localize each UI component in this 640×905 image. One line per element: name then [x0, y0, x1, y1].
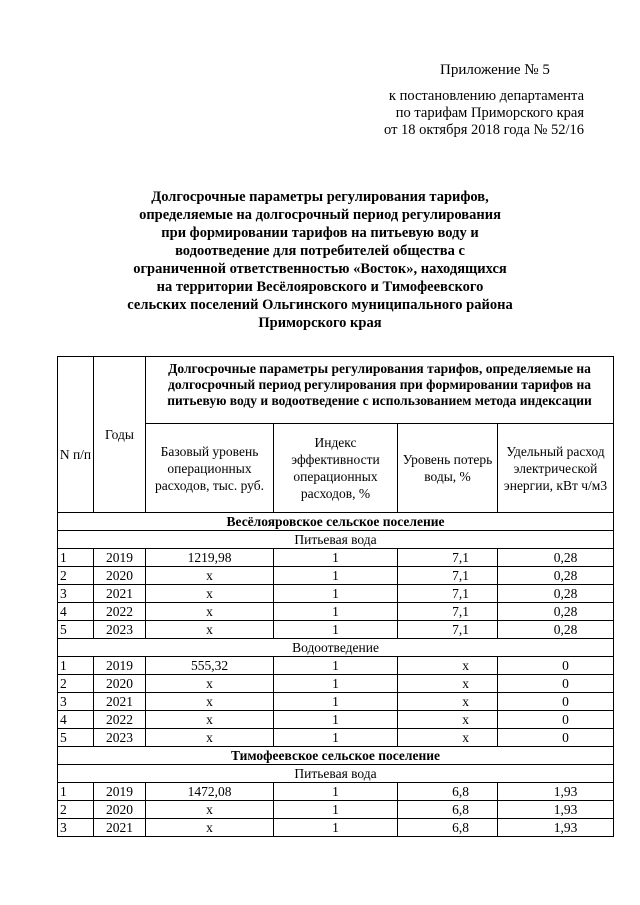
- cell-water-loss: 6,8: [398, 819, 498, 837]
- cell-base-level: х: [146, 603, 274, 621]
- table-body: [58, 513, 614, 837]
- cell-energy-consumption: 0,28: [498, 549, 614, 567]
- cell-water-loss: х: [398, 729, 498, 747]
- column-header-years: Годы: [94, 357, 146, 513]
- decree-reference: [324, 88, 584, 139]
- section-title: Тимофеевское сельское поселение: [58, 747, 614, 765]
- cell-number: 5: [58, 621, 94, 639]
- cell-energy-consumption: 0: [498, 657, 614, 675]
- cell-number: 4: [58, 711, 94, 729]
- title-line: Приморского края: [258, 315, 382, 331]
- cell-year: 2021: [94, 819, 146, 837]
- cell-energy-consumption: 1,93: [498, 801, 614, 819]
- cell-number: 2: [58, 567, 94, 585]
- section-title: Весёлояровское сельское поселение: [58, 513, 614, 531]
- title-line: определяемые на долгосрочный период регулирования: [139, 207, 501, 223]
- cell-number: 5: [58, 729, 94, 747]
- table-row: [58, 657, 614, 675]
- cell-water-loss: х: [398, 657, 498, 675]
- cell-energy-consumption: 0,28: [498, 621, 614, 639]
- parameters-table-wrapper: [57, 356, 613, 837]
- cell-water-loss: 7,1: [398, 621, 498, 639]
- cell-base-level: 555,32: [146, 657, 274, 675]
- table-row: [58, 783, 614, 801]
- cell-efficiency-index: 1: [274, 585, 398, 603]
- subsection-row: [58, 531, 614, 549]
- parameters-table: [57, 356, 614, 837]
- cell-efficiency-index: 1: [274, 819, 398, 837]
- cell-water-loss: 6,8: [398, 783, 498, 801]
- subsection-title: Водоотведение: [58, 639, 614, 657]
- decree-line: по тарифам Приморского края: [395, 105, 584, 121]
- subsection-title: Питьевая вода: [58, 765, 614, 783]
- title-line: при формировании тарифов на питьевую воду и: [161, 225, 479, 241]
- cell-number: 3: [58, 585, 94, 603]
- cell-year: 2019: [94, 783, 146, 801]
- cell-base-level: 1219,98: [146, 549, 274, 567]
- column-header-base-level: Базовый уровень операционных расходов, тыс. руб.: [146, 424, 274, 513]
- section-row: [58, 513, 614, 531]
- cell-year: 2023: [94, 729, 146, 747]
- cell-water-loss: 7,1: [398, 603, 498, 621]
- cell-water-loss: х: [398, 711, 498, 729]
- cell-base-level: х: [146, 585, 274, 603]
- cell-energy-consumption: 0: [498, 675, 614, 693]
- table-row: [58, 711, 614, 729]
- cell-water-loss: 7,1: [398, 549, 498, 567]
- table-row: [58, 801, 614, 819]
- cell-year: 2023: [94, 621, 146, 639]
- cell-year: 2020: [94, 801, 146, 819]
- table-row: [58, 549, 614, 567]
- cell-year: 2021: [94, 693, 146, 711]
- table-row: [58, 585, 614, 603]
- cell-efficiency-index: 1: [274, 693, 398, 711]
- cell-base-level: х: [146, 711, 274, 729]
- table-row: [58, 621, 614, 639]
- cell-number: 1: [58, 549, 94, 567]
- subsection-row: [58, 639, 614, 657]
- cell-efficiency-index: 1: [274, 801, 398, 819]
- cell-energy-consumption: 1,93: [498, 819, 614, 837]
- cell-base-level: х: [146, 801, 274, 819]
- cell-year: 2019: [94, 657, 146, 675]
- table-row: [58, 675, 614, 693]
- cell-energy-consumption: 0,28: [498, 567, 614, 585]
- column-header-water-loss: Уровень потерь воды, %: [398, 424, 498, 513]
- cell-base-level: х: [146, 729, 274, 747]
- table-row: [58, 693, 614, 711]
- cell-number: 4: [58, 603, 94, 621]
- cell-base-level: 1472,08: [146, 783, 274, 801]
- title-line: водоотведение для потребителей общества с: [175, 243, 465, 259]
- cell-base-level: х: [146, 819, 274, 837]
- cell-efficiency-index: 1: [274, 567, 398, 585]
- subsection-row: [58, 765, 614, 783]
- cell-efficiency-index: 1: [274, 657, 398, 675]
- cell-base-level: х: [146, 567, 274, 585]
- section-row: [58, 747, 614, 765]
- cell-efficiency-index: 1: [274, 783, 398, 801]
- cell-efficiency-index: 1: [274, 603, 398, 621]
- decree-line: к постановлению департамента: [388, 88, 584, 104]
- decree-line: от 18 октября 2018 года № 52/16: [384, 122, 584, 138]
- cell-year: 2022: [94, 711, 146, 729]
- title-line: на территории Весёлояровского и Тимофеевского: [156, 279, 484, 295]
- cell-number: 1: [58, 783, 94, 801]
- title-line: ограниченной ответственностью «Восток», находящихся: [133, 261, 507, 277]
- cell-energy-consumption: 0,28: [498, 603, 614, 621]
- cell-water-loss: 7,1: [398, 567, 498, 585]
- cell-energy-consumption: 0: [498, 711, 614, 729]
- table-row: [58, 603, 614, 621]
- cell-efficiency-index: 1: [274, 621, 398, 639]
- document-title: [90, 188, 550, 332]
- cell-base-level: х: [146, 675, 274, 693]
- cell-year: 2019: [94, 549, 146, 567]
- cell-efficiency-index: 1: [274, 711, 398, 729]
- cell-year: 2020: [94, 567, 146, 585]
- cell-energy-consumption: 1,93: [498, 783, 614, 801]
- subsection-title: Питьевая вода: [58, 531, 614, 549]
- table-row: [58, 819, 614, 837]
- cell-number: 1: [58, 657, 94, 675]
- cell-water-loss: 6,8: [398, 801, 498, 819]
- cell-base-level: х: [146, 621, 274, 639]
- title-line: Долгосрочные параметры регулирования тарифов,: [151, 189, 489, 205]
- cell-efficiency-index: 1: [274, 675, 398, 693]
- table-row: [58, 729, 614, 747]
- title-line: сельских поселений Ольгинского муниципального района: [127, 297, 513, 313]
- cell-energy-consumption: 0,28: [498, 585, 614, 603]
- cell-energy-consumption: 0: [498, 729, 614, 747]
- appendix-label: Приложение № 5: [440, 62, 550, 78]
- column-header-efficiency-index: Индекс эффективности операционных расходов, %: [274, 424, 398, 513]
- cell-efficiency-index: 1: [274, 549, 398, 567]
- cell-year: 2021: [94, 585, 146, 603]
- cell-water-loss: 7,1: [398, 585, 498, 603]
- cell-energy-consumption: 0: [498, 693, 614, 711]
- cell-water-loss: х: [398, 693, 498, 711]
- column-header-number: N п/п: [58, 357, 94, 513]
- cell-number: 2: [58, 801, 94, 819]
- table-row: [58, 567, 614, 585]
- cell-year: 2022: [94, 603, 146, 621]
- column-header-energy-consumption: Удельный расход электрической энергии, кВт ч/м3: [498, 424, 614, 513]
- cell-efficiency-index: 1: [274, 729, 398, 747]
- column-group-header: Долгосрочные параметры регулирования тарифов, определяемые на долгосрочный период регулирования при формировании тарифов на питьевую воду и водоотведение с использованием метода индексации: [146, 357, 614, 424]
- cell-number: 3: [58, 819, 94, 837]
- cell-water-loss: х: [398, 675, 498, 693]
- cell-number: 2: [58, 675, 94, 693]
- cell-year: 2020: [94, 675, 146, 693]
- cell-base-level: х: [146, 693, 274, 711]
- cell-number: 3: [58, 693, 94, 711]
